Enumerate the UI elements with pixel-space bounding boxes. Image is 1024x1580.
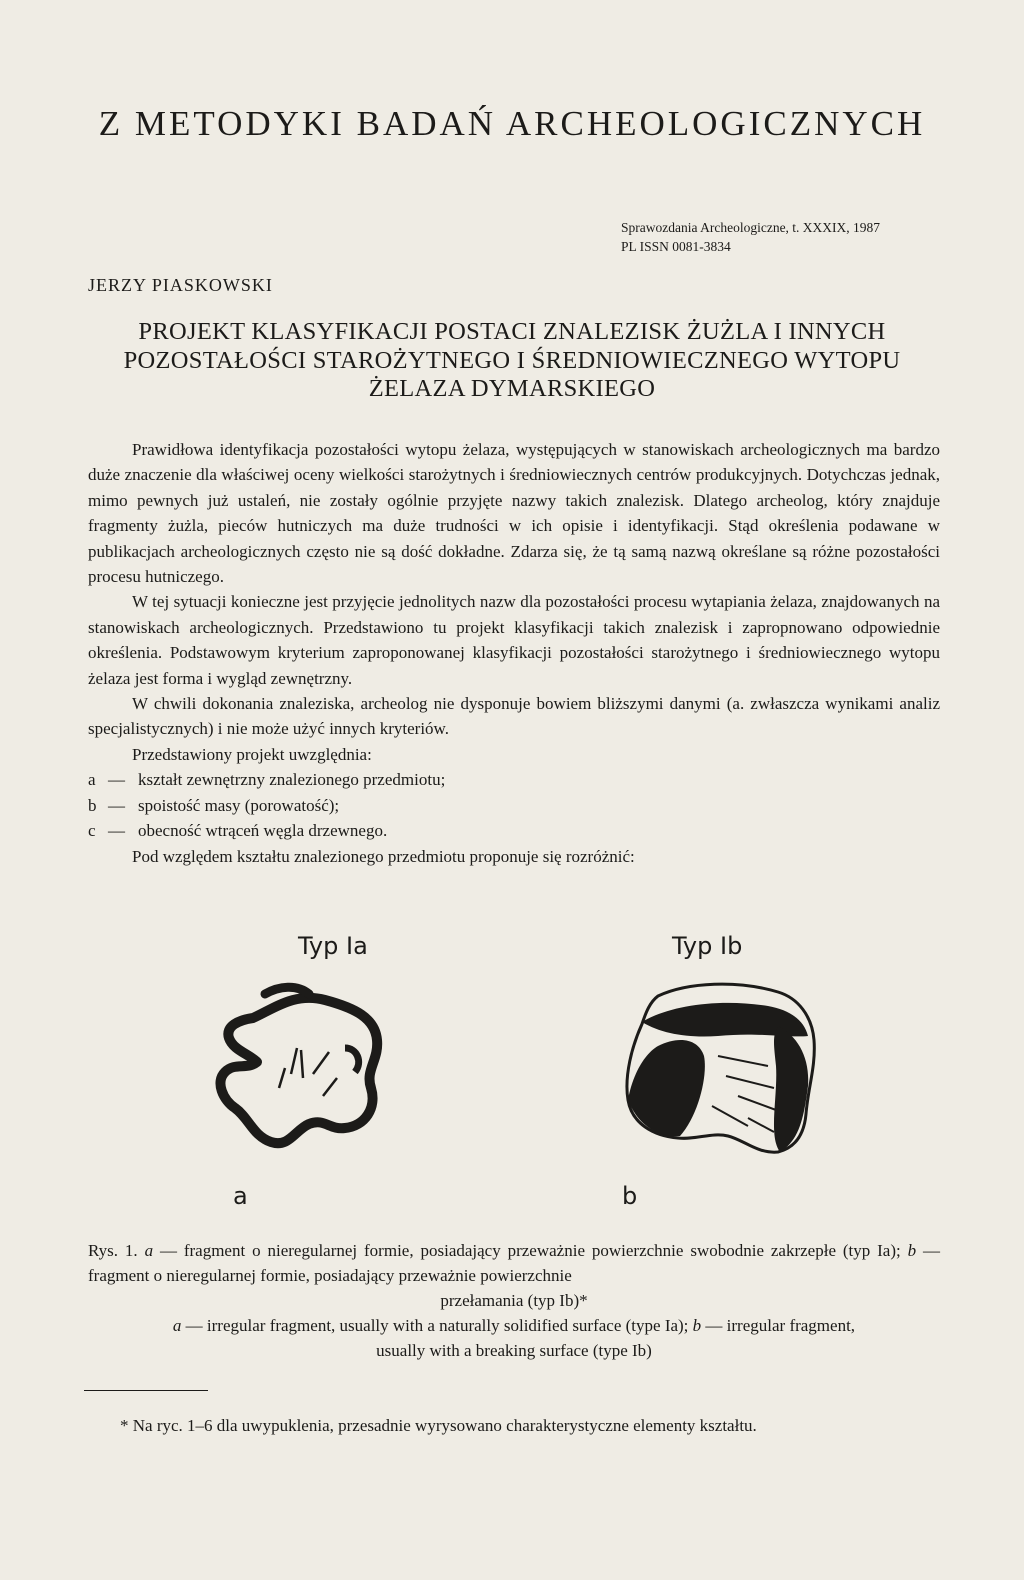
list-letter: c bbox=[88, 821, 96, 841]
paragraph: Prawidłowa identyfikacja pozostałości wytopu żelaza, występujących w stanowiskach archeologicznych ma bardzo duże znaczenie dla właściwej oceny wielkości starożytnych i średniowiecznych centrów produkcyjnych. Dotychczas jednak, mimo pewnych już ustaleń, nie zostały ogólnie przyjęte nazwy takich znalezisk. Dlatego archeolog, który znajduje fragmenty żużla, pieców hutniczych ma duże trudności w ich opisie i identyfikacji. Stąd określenia podawane w publikacjach archeologicznych często nie są dość dokładne. Zdarza się, że tą samą nazwą określane są różne pozostałości procesu hutniczego. bbox=[88, 440, 940, 587]
caption-letter: a bbox=[144, 1241, 154, 1260]
figure-letter-b: b bbox=[622, 1182, 638, 1210]
list-letter: b bbox=[88, 795, 97, 815]
footnote-divider bbox=[84, 1390, 208, 1391]
journal-info bbox=[621, 218, 880, 256]
slag-fragment-ia-illustration bbox=[205, 978, 405, 1158]
caption-letter: a bbox=[172, 1316, 182, 1335]
caption-label: Rys. 1. bbox=[88, 1241, 138, 1260]
journal-citation: Sprawozdania Archeologiczne, t. XXXIX, 1987 bbox=[621, 220, 881, 235]
article-title: PROJEKT KLASYFIKACJI POSTACI ZNALEZISK ŻUŻLA I INNYCH POZOSTAŁOŚCI STAROŻYTNEGO I ŚREDNIOWIECZNEGO WYTOPU ŻELAZA DYMARSKIEGO bbox=[123, 318, 901, 402]
caption-text: — fragment o nieregularnej formie, posiadający przeważnie powierzchnie swobodnie zakrzepłe (typ Ia); bbox=[153, 1241, 908, 1260]
paragraph: Pod względem kształtu znalezionego przedmiotu proponuje się rozróżnić: bbox=[132, 846, 635, 866]
slag-fragment-ib-illustration bbox=[608, 976, 824, 1156]
list-dash: — bbox=[108, 770, 125, 790]
caption-letter: b bbox=[907, 1241, 917, 1260]
section-header: Z METODYKI BADAŃ ARCHEOLOGICZNYCH bbox=[98, 104, 926, 143]
list-text: obecność wtrąceń węgla drzewnego. bbox=[138, 821, 388, 841]
caption-polish-tail: przełamania (typ Ib)* bbox=[440, 1291, 588, 1310]
paragraph: Przedstawiony projekt uwzględnia: bbox=[132, 744, 372, 764]
list-text: kształt zewnętrzny znalezionego przedmiotu; bbox=[138, 770, 446, 790]
figure-caption bbox=[88, 1238, 940, 1363]
criteria-list bbox=[88, 767, 940, 843]
footnote: * Na ryc. 1–6 dla uwypuklenia, przesadnie wyrysowano charakterystyczne elementy kształtu. bbox=[120, 1416, 757, 1435]
paragraph: W chwili dokonania znaleziska, archeolog nie dysponuje bowiem bliższymi danymi (a. zwłaszcza wynikami analiz specjalistycznych) i nie może użyć innych kryteriów. bbox=[88, 694, 940, 739]
issn: PL ISSN 0081-3834 bbox=[621, 239, 731, 254]
author-name: JERZY PIASKOWSKI bbox=[88, 275, 273, 295]
caption-letter: b bbox=[692, 1316, 702, 1335]
list-dash: — bbox=[108, 795, 125, 815]
list-item bbox=[88, 818, 940, 843]
caption-english-tail: usually with a breaking surface (type Ib) bbox=[376, 1341, 652, 1360]
caption-polish bbox=[88, 1238, 940, 1288]
figure-label-type-ib: Typ Ib bbox=[672, 932, 743, 960]
figure-letter-a: a bbox=[233, 1182, 248, 1210]
caption-text: — irregular fragment, bbox=[701, 1316, 856, 1335]
list-item bbox=[88, 767, 940, 792]
list-item bbox=[88, 793, 940, 818]
caption-text: — fragment o nieregularnej formie, posiadający przeważnie powierzchnie bbox=[88, 1241, 941, 1285]
list-dash: — bbox=[108, 821, 125, 841]
list-text: spoistość masy (porowatość); bbox=[138, 795, 340, 815]
caption-text: — irregular fragment, usually with a naturally solidified surface (type Ia); bbox=[181, 1316, 693, 1335]
caption-english bbox=[88, 1313, 940, 1338]
article-body bbox=[88, 437, 940, 869]
list-letter: a bbox=[88, 770, 96, 790]
paragraph: W tej sytuacji konieczne jest przyjęcie jednolitych nazw dla pozostałości procesu wytapiania żelaza, znajdowanych na stanowiskach archeologicznych. Przedstawiono tu projekt klasyfikacji takich znalezisk i zapropnowano odpowiednie określenia. Podstawowym kryterium zaproponowanej klasyfikacji pozostałości starożytnego i średniowiecznego wytopu żelaza jest forma i wygląd zewnętrzny. bbox=[88, 592, 940, 688]
figure-label-type-ia: Typ Ia bbox=[298, 932, 368, 960]
